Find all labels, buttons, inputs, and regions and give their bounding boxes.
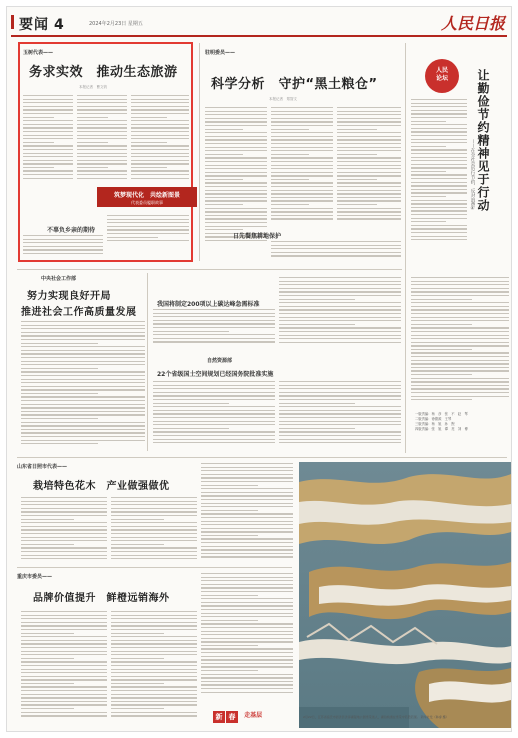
column-divider (147, 273, 148, 451)
article-f-kicker: 山东省日照市代表—— (17, 464, 68, 470)
article-b-body (271, 107, 333, 225)
article-f-body (21, 497, 107, 563)
article-e-headline: 22个省级国土空间规划已经国务院批准实施 (157, 371, 274, 378)
section-title (13, 14, 65, 34)
section-divider (17, 457, 507, 458)
issue-date: 2024年2月23日 星期五 (89, 21, 143, 27)
seal-text-top: 人民 (435, 67, 448, 74)
column-divider (199, 43, 200, 261)
article-b-body (271, 241, 401, 261)
editorial-title: 让勤俭节约精神见于行动 (476, 69, 490, 212)
newspaper-page (6, 6, 512, 732)
column-tag (213, 704, 262, 723)
article-c-kicker: 中央社会工作部 (41, 276, 77, 282)
article-c-headline-2: 推进社会工作高质量发展 (21, 307, 137, 318)
article-g-body (21, 611, 107, 723)
section-name: 要闻 (19, 17, 49, 33)
photo-caption-text: 2月22日，江苏省宿迁市泗洪县洪泽湖湿地公园雪景迷人，湖泊栈道在雪景中若隐若现。 (303, 715, 420, 719)
editorial-series: ——在全社会厉行节约、反对浪费④ (470, 139, 475, 212)
article-c-headline-1: 努力实现良好开局 (27, 291, 111, 302)
banner-subtitle: 代表委员履职故事 (131, 200, 163, 205)
article-f-body (201, 463, 293, 563)
credit-line: 一版责编：杨 彦 张 不 赵 琴 (415, 412, 468, 416)
editorial-body (411, 277, 509, 407)
credit-line: 二版责编：徐德源 王琴 (415, 417, 452, 421)
credit-line: 三版责编：杨 旭 孙 煦 (415, 422, 455, 426)
commentary-seal (425, 59, 459, 93)
editorial-column (470, 69, 509, 269)
photo-credit: 新华社发（韩睿 摄） (420, 715, 449, 719)
page-number: 4 (54, 17, 65, 33)
masthead (11, 11, 507, 37)
article-d-headline: 我国将制定200项以上碳达峰急需标准 (157, 301, 260, 308)
article-f-headline: 栽培特色花木 产业做强做优 (33, 481, 170, 492)
article-a-subhead: 不辜负乡亲的期待 (47, 227, 96, 234)
article-a-body (107, 215, 189, 247)
article-a-headline: 务求实效 推动生态旅游 (29, 65, 178, 80)
article-g-body (111, 611, 197, 723)
article-g-body (201, 573, 293, 699)
editorial-body (411, 99, 467, 249)
column-badge: 新 (213, 711, 225, 723)
article-b-kicker: 驻明委员—— (205, 50, 236, 56)
article-b-byline: 本报记者 郑智文 (269, 97, 297, 101)
article-b-headline: 科学分析 守护“黑土粮仓” (211, 77, 378, 92)
article-a-body (23, 95, 73, 185)
column-badge: 春 (226, 711, 238, 723)
article-g-kicker: 重庆市委员—— (17, 574, 53, 580)
article-d-body (153, 309, 275, 349)
banner-title: 筑梦现代化 共绘新图景 (113, 192, 180, 199)
column-tag-text: 走基层 (244, 712, 263, 719)
article-f-body (111, 497, 197, 563)
photo-caption (303, 715, 503, 719)
newspaper-logo: 人民日报 (440, 14, 505, 33)
wetland-snow-photo (299, 462, 511, 728)
seal-text-bottom: 论坛 (435, 75, 448, 82)
article-c-body (21, 321, 145, 451)
editor-credits (415, 412, 510, 432)
article-e-body (153, 381, 275, 451)
article-e-kicker: 自然资源部 (207, 358, 233, 364)
article-d-body (279, 277, 401, 349)
article-b-body (205, 107, 267, 247)
article-a-body (77, 95, 127, 185)
article-a-kicker: 玉树代表—— (23, 50, 54, 56)
article-g-headline: 品牌价值提升 鲜橙远销海外 (33, 593, 170, 604)
article-b-body (337, 107, 401, 225)
feature-banner (97, 187, 197, 207)
article-e-body (279, 381, 401, 451)
article-a-byline: 本报记者 曹文钧 (79, 85, 107, 89)
column-divider (405, 43, 406, 453)
section-divider (17, 567, 292, 568)
section-divider (17, 269, 402, 270)
article-a-body (23, 235, 103, 259)
article-a-body (131, 95, 189, 185)
article-b-subhead: 日先餐焦耕地保护 (233, 233, 282, 240)
credit-line: 四版责编：张 旭 谭 亮 刘 博 (415, 427, 468, 431)
